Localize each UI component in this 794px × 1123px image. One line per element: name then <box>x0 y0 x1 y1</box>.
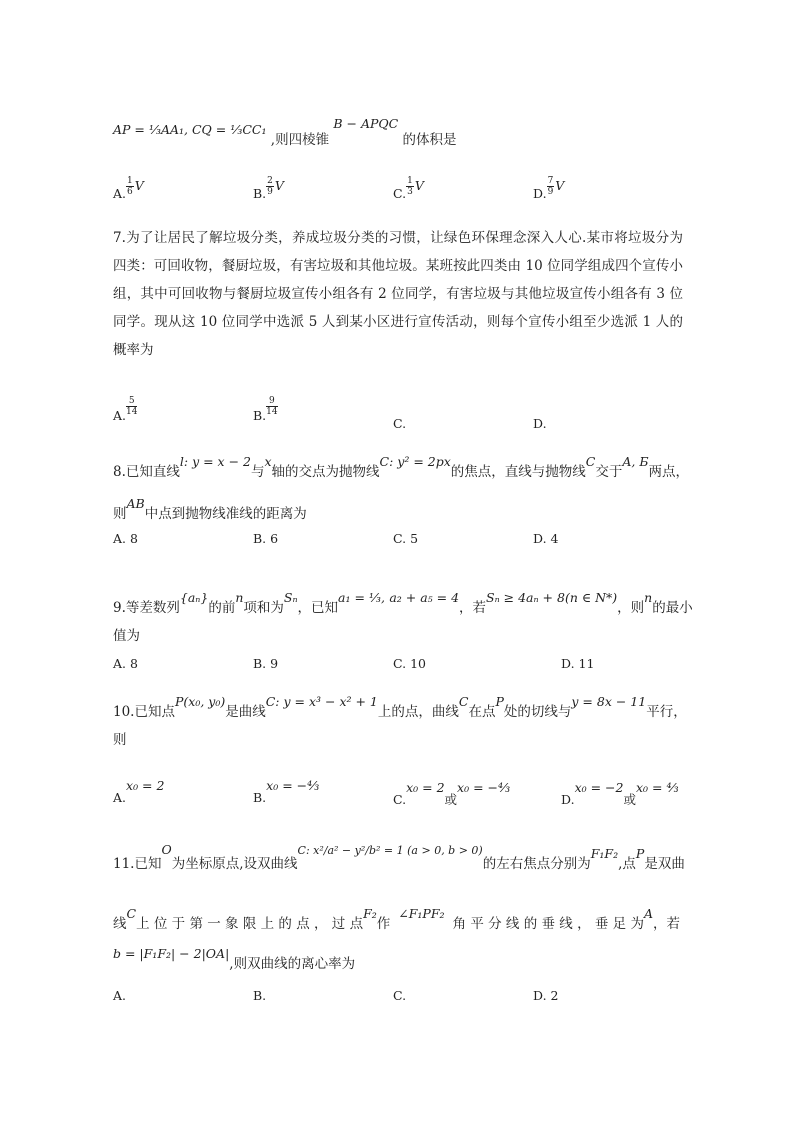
q6-pyramid: B − APQC <box>333 116 399 131</box>
q9-option-c[interactable]: C. 10 <box>393 656 426 671</box>
q8-stem-line2: 则AB中点到抛物线准线的距离为 <box>113 496 307 522</box>
q10-option-c[interactable]: C.x₀ = 2或x₀ = −⁴⁄₃ <box>393 780 511 807</box>
q6-option-c[interactable]: C. $\frac{1}{3}$ V <box>393 176 424 201</box>
q6-option-d[interactable]: D. $\frac{7}{9}$ V <box>533 176 565 201</box>
q6-formula: AP = ⅓AA₁, CQ = ⅓CC₁ <box>113 122 267 137</box>
q7-option-a[interactable]: A. $\frac{5}{14}$ <box>113 396 138 423</box>
q11-option-d[interactable]: D. 2 <box>533 988 559 1003</box>
q7-stem: 7.为了让居民了解垃圾分类，养成垃圾分类的习惯，让绿色环保理念深入人心.某市将垃圾分为四类：可回收物，餐厨垃圾，有害垃圾和其他垃圾。某班按此四类由 10 位同学组成四个宣传小组，其中可回收物与餐厨垃圾宣传小组各有 2 位同学，有害垃圾与其他垃圾宣传小组各有 3 位同学。现从这 10 位同学中选派 5 人到某小区进行宣传活动，则每个宣传小组至少选派 1 人的概率为 <box>113 230 683 358</box>
q6-option-a[interactable]: A. $\frac{1}{6}$ V <box>113 176 144 201</box>
q10-stem-line1: 10.已知点P(x₀, y₀)是曲线C: y = x³ − x² + 1上的点，曲线C在点P处的切线与y = 8x − 11平行， <box>113 694 687 720</box>
q7-option-d[interactable]: D. <box>533 416 547 431</box>
q9-stem-line2: 值为 <box>113 628 140 644</box>
q9-option-b[interactable]: B. 9 <box>253 656 279 671</box>
q6-text-end: 的体积是 <box>402 132 457 148</box>
q8-option-d[interactable]: D. 4 <box>533 531 559 546</box>
q11-stem-line2: 线C上 位 于 第 一 象 限 上 的 点 ， 过 点F₂作∠F₁PF₂角 平 分 线 的 垂 线 ， 垂 足 为A，若 <box>113 906 680 932</box>
q10-option-a[interactable]: A.x₀ = 2 <box>113 778 165 805</box>
q10-stem-line2: 则 <box>113 732 127 748</box>
q11-option-b[interactable]: B. <box>253 988 267 1003</box>
q8-option-b[interactable]: B. 6 <box>253 531 279 546</box>
q9-stem-line1: 9.等差数列{aₙ}的前n项和为Sₙ，已知a₁ = ⅓, a₂ + a₅ = 4，若Sₙ ≥ 4aₙ + 8(n ∈ N*)，则n的最小 <box>113 590 693 616</box>
q6-option-b[interactable]: B. $\frac{2}{9}$ V <box>253 176 284 201</box>
q8-option-c[interactable]: C. 5 <box>393 531 419 546</box>
q11-option-c[interactable]: C. <box>393 988 407 1003</box>
q11-stem-line3: b = |F₁F₂| − 2|OA|,则双曲线的离心率为 <box>113 946 356 972</box>
q9-option-a[interactable]: A. 8 <box>113 656 138 671</box>
q8-stem-line1: 8.已知直线l: y = x − 2与x轴的交点为抛物线C: y² = 2px的焦点，直线与抛物线C交于A, Б两点， <box>113 454 690 480</box>
q9-option-d[interactable]: D. 11 <box>561 656 595 671</box>
q7-option-c[interactable]: C. <box>393 416 407 431</box>
q7-option-b[interactable]: B. $\frac{9}{14}$ <box>253 396 278 423</box>
q6-condition-line <box>113 116 457 148</box>
q11-option-a[interactable]: A. <box>113 988 127 1003</box>
q6-text: ,则四棱锥 <box>270 132 330 148</box>
q8-option-a[interactable]: A. 8 <box>113 531 138 546</box>
q10-option-d[interactable]: D.x₀ = −2或x₀ = ⁴⁄₃ <box>561 780 679 807</box>
q11-stem-line1: 11.已知O为坐标原点,设双曲线$^{C: x^2/a^2 - y^2/b^2 = 1 (a > 0, b > 0)}$的左右焦点分别为F₁F₂,点P是双曲 <box>113 842 685 872</box>
q10-option-b[interactable]: B.x₀ = −⁴⁄₃ <box>253 778 320 805</box>
